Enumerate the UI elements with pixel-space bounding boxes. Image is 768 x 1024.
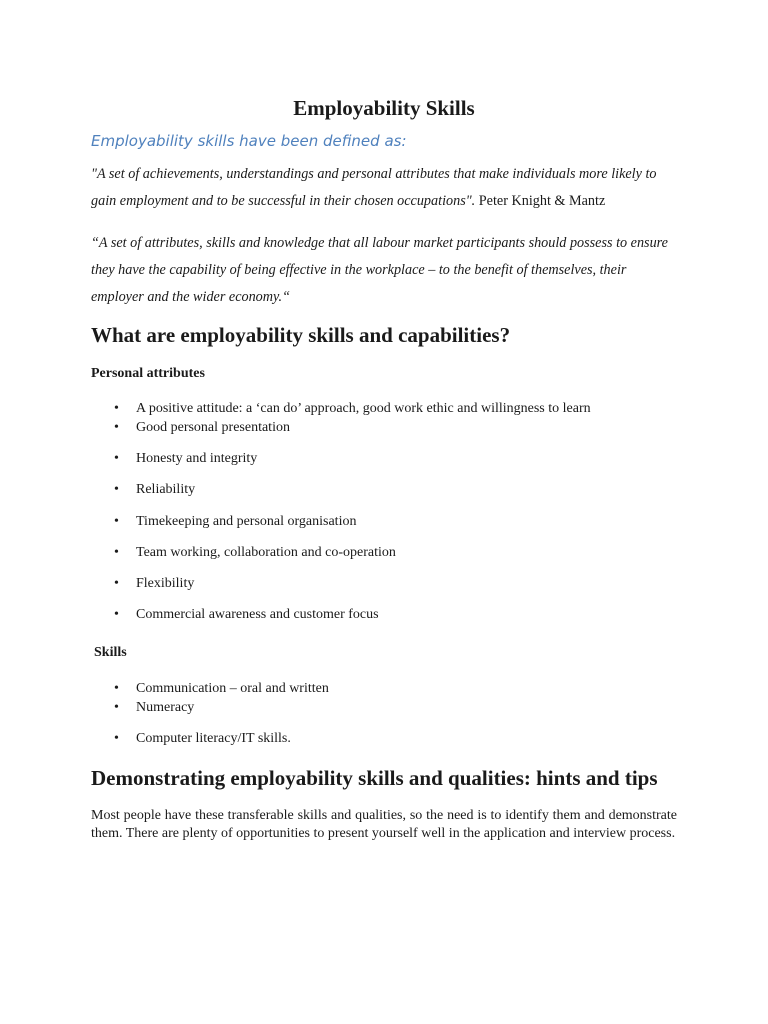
list-item-text: Numeracy xyxy=(136,700,195,715)
quote-labour-market: “A set of attributes, skills and knowledge that all labour market participants should possess to ensure they have the capability of being effective in the workplace – to the benefit of themselves, their employer and the wider economy.“ xyxy=(91,235,668,305)
list-item xyxy=(91,419,677,437)
list-item xyxy=(91,606,677,624)
heading-skills-capabilities: What are employability skills and capabilities? xyxy=(91,323,511,347)
document-page xyxy=(91,96,677,842)
document-title: Employability Skills xyxy=(293,96,475,120)
list-item xyxy=(91,481,677,499)
bullet-icon: • xyxy=(114,482,119,497)
heading-hints-tips: Demonstrating employability skills and qualities: hints and tips xyxy=(91,766,658,790)
list-item-text: Communication – oral and written xyxy=(136,681,329,696)
bullet-icon: • xyxy=(114,681,119,696)
skills-list xyxy=(91,680,677,748)
bullet-icon: • xyxy=(114,576,119,591)
list-item xyxy=(91,680,677,698)
list-item-text: Good personal presentation xyxy=(136,420,290,435)
bullet-icon: • xyxy=(114,514,119,529)
list-item xyxy=(91,544,677,562)
skills-label: Skills xyxy=(94,645,127,660)
list-item-text: Commercial awareness and customer focus xyxy=(136,607,379,622)
bullet-icon: • xyxy=(114,607,119,622)
quote-attribution: Peter Knight & Mantz xyxy=(478,193,606,209)
bullet-icon: • xyxy=(114,420,119,435)
list-item-text: Reliability xyxy=(136,482,196,497)
bullet-icon: • xyxy=(114,700,119,715)
bullet-icon: • xyxy=(114,731,119,746)
list-item-text: Flexibility xyxy=(136,576,195,591)
list-item xyxy=(91,400,677,418)
definition-subtitle: Employability skills have been defined as: xyxy=(91,132,407,150)
list-item-text: Honesty and integrity xyxy=(136,451,258,466)
body-paragraph: Most people have these transferable skills and qualities, so the need is to identify them and demonstrate them. There are plenty of opportunities to present yourself well in the application and interview process. xyxy=(91,808,677,841)
list-item-text: Team working, collaboration and co-operation xyxy=(136,545,396,560)
bullet-icon: • xyxy=(114,451,119,466)
personal-attributes-list xyxy=(91,400,677,624)
list-item xyxy=(91,450,677,468)
personal-attributes-label: Personal attributes xyxy=(91,366,205,381)
list-item xyxy=(91,730,677,748)
list-item xyxy=(91,575,677,593)
quote-text: "A set of achievements, understandings and personal attributes that make individuals more likely to gain employment and to be successful in their chosen occupations". xyxy=(91,166,657,209)
list-item xyxy=(91,513,677,531)
bullet-icon: • xyxy=(114,545,119,560)
bullet-icon: • xyxy=(114,401,119,416)
quote-knight-mantz xyxy=(91,161,677,215)
list-item-text: Computer literacy/IT skills. xyxy=(136,731,291,746)
list-item-text: A positive attitude: a ‘can do’ approach, good work ethic and willingness to learn xyxy=(136,401,591,416)
list-item-text: Timekeeping and personal organisation xyxy=(136,514,357,529)
list-item xyxy=(91,699,677,717)
